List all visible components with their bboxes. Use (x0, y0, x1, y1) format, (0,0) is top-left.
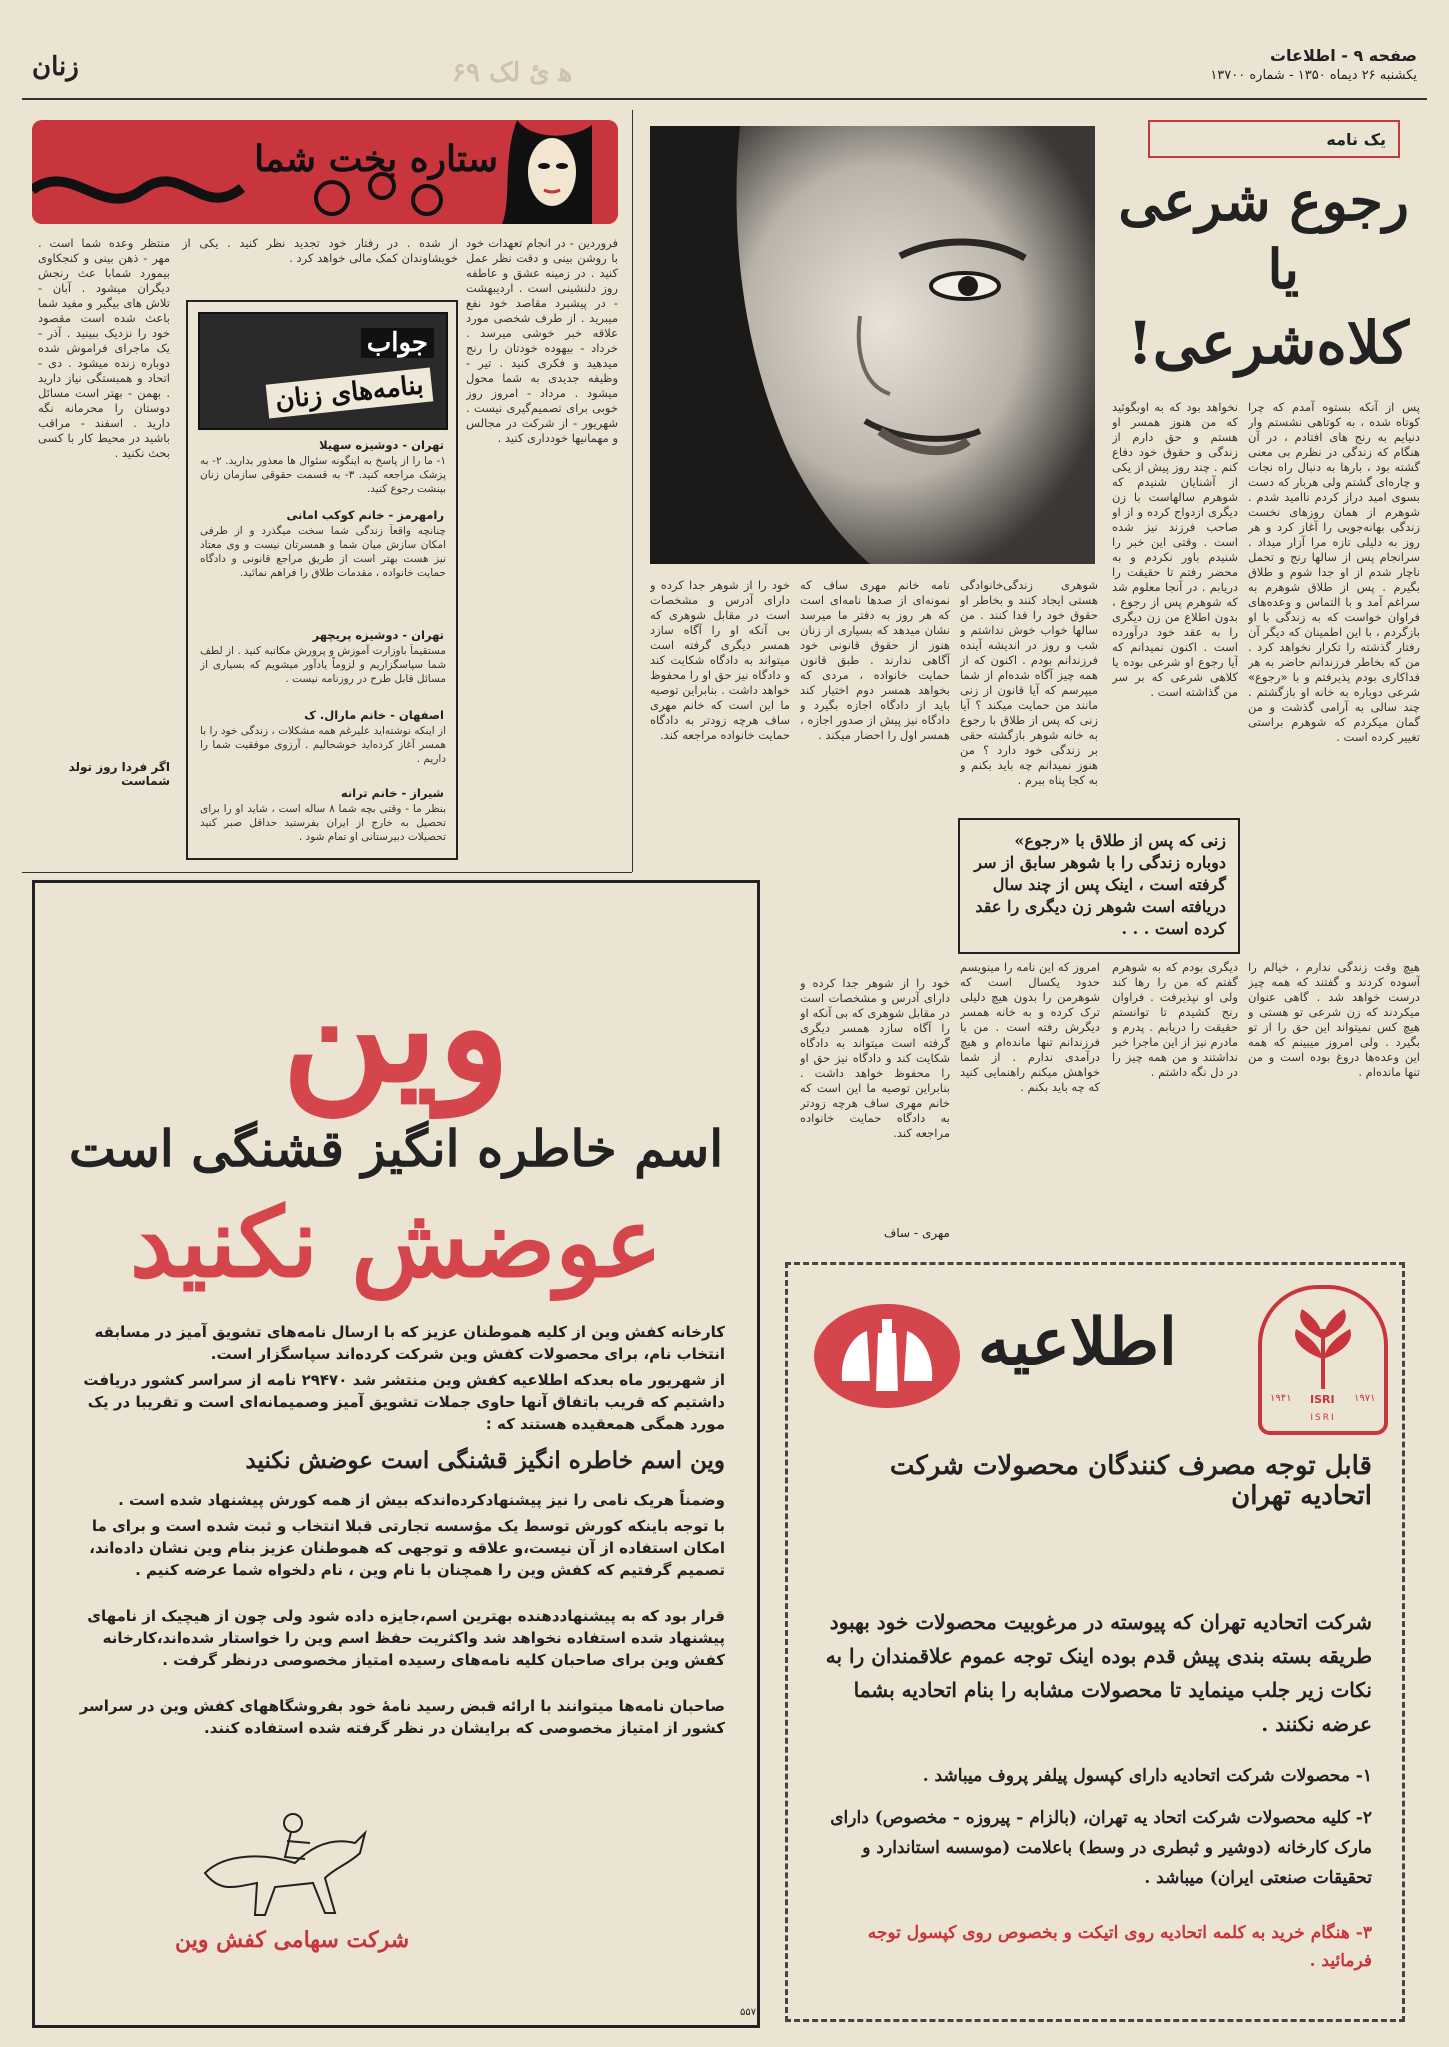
column-divider (632, 110, 633, 872)
shoe-ad-brand: وین (281, 940, 511, 1116)
isri-badge (1258, 1285, 1388, 1435)
bottle-lions-logo (812, 1301, 962, 1411)
shoe-ad-para-5: با توجه باینکه کورش توسط یک مؤسسه تجارتی قبلا انتخاب و ثبت شده است و برای ما امکان استفاده از آن نیست،و علاقه و توجهی که هموطنان عزیز بنام وین نشان داده‌اند، تصمیم گرفتیم که کفش وین را همچنان با نام وین ، نام دلخواه شما عرضه کنیم . (89, 1517, 725, 1579)
letters-reply-title-2: بنامه‌های زنان (266, 367, 433, 418)
shoe-ad-para-6: قرار بود که به پیشنهاددهنده بهترین اسم،جایزه داده شود ولی چون از هیچیک از نامهای پیشنهاد شده استفاده نخواهد شد واکثریت حفظ اسم وین را خواستار شده‌اند،کارخانه کفش وین برای صاحبان کلیه نامه‌های رسیده امتیاز مخصوصی درنظر گرفت . (87, 1607, 725, 1669)
kicker-label: یک نامه (1326, 130, 1386, 149)
reply-entry-4-name: اصفهان - خانم مارال. ک (304, 708, 444, 722)
article-column-lower-c: امروز که این نامه را مینویسم حدود یکسال است که شوهرمن را بدون هیچ دلیلی ترک کرده و به خانه همسر دیگرش رفته است . من با فرزندانم تنها مانده‌ام و هیچ درآمدی ندارم . از شما خواهش میکنم راهنمایی کنید که چه باید بکنم . (960, 960, 1100, 1094)
article-column-right-2: هیچ وقت زندگی ندارم ، خیالم را آسوده کردند و گفتند که همه چیز درست خواهد شد . گاهی عنوان میکردند که زن شرعی تو هستی و هیچ کس نمیتواند این حق را از تو بگیرد . ولی امروز میبینم که همه این وعده‌ها دروغ بوده است و من تنها مانده‌ام . (1248, 960, 1420, 1079)
article-column-right: پس از آنکه بستوه آمدم که چرا کوتاه شده ، به کوتاهی نشستم وار دنیایم به رنج های افتادم ، در آن هنگام که زندگی در نظرم بی معنی گشته بود ، بارها به دنبال راه نجات و چاره‌ای گشتم ولی هربار که دست بسوی امید دراز کردم ناامید شدم . شوهرم از همان روزهای نخست زندگی بهانه‌جویی را آغاز کرد و هر روز به دلیلی تازه مرا آزار میداد . سرانجام پس از سالها رنج و تحمل ناچار شدم از او جدا شوم و طلاق بگیرم . پس از طلاق شوهرم به سراغم آمد و با التماس و وعده‌های فراوان خواست که به زندگی با او بازگردم ، با این اطمینان که دیگر آن رفتار گذشته را تکرار نخواهد کرد . من که بخاطر فرزندانم حاضر به هر فداکاری بودم پذیرفتم و با «رجوع» شرعی دوباره به خانه او بازگشتم . چند سالی به آرامی گذشت و من گمان میکردم که شوهرم براستی تغییر کرده است . (1248, 400, 1420, 744)
horoscope-column-2: منتظر وعده شما است . مهر - ذهن بینی و کنجکاوی بیمورد شمابا عث رنجش دیگران میشود . آبان - تلاش های بیگیر و مفید شما باعث شده است مقصود خود را نزدیک ببینید . آذر - یک ماجرای فراموش شده دوباره زنده میشود . دی - اتحاد و همبستگی نیاز دارید . بهمن - بهتر است مسائل دوستان را محرمانه نگه دارید . اسفند - مراقب باشید در محیط کار با کسی بحث نکنید . (38, 236, 170, 460)
reply-entry-1-name: تهران - دوشیزه سهیلا (319, 438, 444, 452)
reply-entry-1-body: ۱- ما را از پاسخ به اینگونه سئوال ها معذور بدارید. ۲- به پزشک مراجعه کنید. ۳- به قسمت حقوقی سازمان زنان بپنشت رجوع کنید. (200, 455, 446, 495)
horoscope-column-1: فروردین - در انجام تعهدات خود با روشن بینی و دقت نظر عمل کنید . در زمینه عشق و عاطفه روز دلنشینی است . اردیبهشت - در پیشبرد مقاصد خود نفع میبرید . از طرف شخصی مورد علاقه خبر خوشی میرسد . خرداد - بیهوده خودتان را رنج میدهید و فکری کنید . تیر - وظیفه جدیدی به شما محول میشود . مرداد - امروز روز خوبی برای تصمیم‌گیری نیست . شهریور - از شرکت در مجالس و مهمانیها خودداری کنید . (466, 236, 618, 445)
letters-reply-box (186, 300, 458, 860)
horoscope-footer: اگر فردا روز تولد شماست (68, 760, 170, 788)
horoscope-banner (32, 120, 618, 224)
portrait-illustration (650, 126, 1095, 564)
shoe-ad-line-1: اسم خاطره انگیز قشنگی است (68, 1119, 724, 1178)
reply-entry-5-body: بنظر ما - وقتی بچه شما ۸ ساله است ، شاید او را برای تحصیل به خارج از ایران بفرستید حداقل صبر کنید تحصیلات دبیرستانی او تمام شود . (200, 803, 446, 843)
date-line: یکشنبه ۲۶ دیماه ۱۳۵۰ - شماره ۱۳۷۰۰ (1210, 68, 1417, 83)
horoscope-title: ستاره بخت شما (254, 138, 498, 180)
shoe-ad-para-4: وضمناً هریک نامی را نیز پیشنهادکرده‌اندکه بیش از همه کورش پیشنهاد شده است . (118, 1491, 725, 1509)
article-column-middle: نخواهد بود که به اوبگوئید که من هنوز همسر او هستم و حق دارم از زندگی و حقوق خود دفاع کنم . چند روز پیش از یکی از آشنایان شنیدم که شوهرم سالهاست با زن دیگری ازدواج کرده و از او صاحب فرزند نیز شده است . وقتی این خبر را شنیدم باور نکردم و به محضر رفتم تا حقیقت را دریابم . در آنجا معلوم شد که شوهرم پس از رجوع ، بدون اطلاع من زن دیگری را به عقد خود درآورده است . اکنون نمیدانم که آیا رجوع او شرعی بوده یا کلاهی شرعی که بر سر من گذاشته است . (1112, 400, 1238, 699)
reply-entry-2-name: رامهرمز - خانم کوکب امانی (286, 508, 444, 522)
jockey-horse-illustration (185, 1783, 385, 1923)
article-title-3: کلاه‌شرعی! (1127, 309, 1409, 377)
notice-body: شرکت اتحادیه تهران که پیوسته در مرغوبیت محصولات خود بهبود طریقه بسته بندی پیش قدم بوده اینک توجه عموم علاقمندان را به نکات زیر جلب مینماید تا محصولات مشابه را بنام اتحادیه بشما عرضه نکنند . (825, 1610, 1372, 1736)
shoe-ad (32, 880, 760, 2028)
badge-year-right: ۱۹۷۱ (1354, 1393, 1376, 1404)
portrait-photo (650, 126, 1095, 564)
shoe-ad-para-7: صاحبان نامه‌ها میتوانند با ارائه قبض رسید نامهٔ خود بفروشگاههای کفش وین در سراسر کشور از امتیاز مخصوصی که برایشان در نظر گرفته شده استفاده کنند. (79, 1697, 725, 1737)
horoscope-column-3: از شده . در رفتار خود تجدید نظر کنید . یکی از خویشاوندان کمک مالی خواهد کرد . (182, 236, 458, 265)
badge-label: ISRI (1310, 1393, 1335, 1406)
reply-entry-3-name: تهران - دوشیزه پریچهر (312, 628, 444, 642)
reply-column-1: نامه خانم مهری ساف که نمونه‌ای از صدها نامه‌ای است که هر روز به دفتر ما میرسد نشان میدهد که بسیاری از زنان هنوز از حقوق قانونی خود آگاهی ندارند . طبق قانون حمایت خانواده ، مردی که بخواهد همسر دوم اختیار کند باید از دادگاه اجازه بگیرد و دادگاه نیز پیش از صدور اجازه ، همسر اول را احضار میکند . (800, 578, 950, 742)
page-header (22, 38, 1427, 90)
notice-item-1: ۱- محصولات شرکت اتحادیه دارای کپسول پیلفر پروف میباشد . (922, 1766, 1372, 1786)
notice-item-2: ۲- کلیه محصولات شرکت اتحاد یه تهران، (بالزام - پیروزه - مخصوص) دارای مارک کارخانه (دوشیر و ثبطری در وسط) باعلامت (موسسه استاندارد و تحقیقات صنعتی ایران) میباشد . (830, 1808, 1372, 1888)
section-title: زنان (32, 52, 79, 82)
shoe-ad-para-2: از شهریور ماه بعدکه اطلاعیه کفش وین منتشر شد ۲۹۴۷۰ نامه از سراسر کشور دریافت داشتیم که قریب باتفاق آنها حاوی جملات تشویق آمیز وصمیمانه‌ای است و تقریبا در یک مورد همگی همعقیده هستند که : (83, 1371, 725, 1433)
wheat-emblem (1262, 1299, 1384, 1399)
callout-box (958, 818, 1240, 954)
badge-caption: ISRI (1310, 1413, 1336, 1423)
article-title-1: رجوع شرعی (1118, 169, 1409, 233)
shoe-ad-line-2: عوضش نکنید (129, 1186, 663, 1299)
header-rule (22, 98, 1427, 100)
letters-reply-title-1: جواب (361, 328, 434, 358)
shoe-ad-company: شرکت سهامی کفش وین (175, 1927, 410, 1953)
reply-entry-2-body: چنانچه واقعاً زندگی شما سخت میگذرد و از طرفی امکان سازش میان شما و همسرتان نیست و وی معتاد نیز هست بهتر است از طریق مراجع قانونی و دادگاه حمایت خانواده ، مقدمات طلاق را فراهم نمائید. (200, 525, 446, 579)
notice-ad (785, 1262, 1405, 2022)
letters-reply-banner (198, 312, 448, 430)
letter-signature: مهری - ساف (883, 1226, 950, 1240)
notice-title: اطلاعیه (978, 1305, 1177, 1380)
page-number-line: صفحه ۹ - اطلاعات (1269, 46, 1417, 65)
notice-item-3: ۳- هنگام خرید به کلمه اتحادیه روی اتیکت و بخصوص روی کپسول توجه فرمائید . (867, 1923, 1372, 1971)
article-column-left: شوهری زندگی‌خانوادگی هستی ایجاد کنند و بخاطر او حقوق خود را فدا کنند . من سالها خواب خوش نداشتم و شب و روز در اندیشه آینده فرزندانم بودم . اکنون که از همه چیز آگاه شده‌ام از شما میپرسم که آیا قانون از زنی مانند من حمایت میکند ؟ آیا زنی که پس از طلاق با رجوع به خانه شوهر بازگشته حقی بر زندگی خود دارد ؟ من هنوز نمیدانم چه باید بکنم و به کجا پناه ببرم . (960, 578, 1098, 787)
reply-column-2: خود را از شوهر جدا کرده و دارای آدرس و مشخصات است در مقابل شوهری که بی آنکه او را آگاه سازد همسر دیگری گرفته است میتواند به دادگاه شکایت کند و دادگاه نیز حق او را محفوظ خواهد داشت . بنابراین توصیه ما این است که خانم مهری ساف هرچه زودتر به دادگاه حمایت خانواده مراجعه کند. (650, 578, 790, 742)
callout-text: زنی که پس از طلاق با «رجوع» دوباره زندگی را با شوهر سابق از سر گرفته است ، اینک پس از چند سال دریافته است شوهر زن دیگری را عقد کرده است . . . (974, 831, 1226, 938)
article-title-2: یا (1267, 237, 1299, 301)
shoe-ad-para-3: وین اسم خاطره انگیز قشنگی است عوضش نکنید (245, 1447, 725, 1474)
reply-column-3: خود را از شوهر جدا کرده و دارای آدرس و مشخصات است در مقابل شوهری که بی آنکه او را آگاه سازد همسر دیگری گرفته است میتواند به دادگاه شکایت کند و دادگاه نیز حق او را محفوظ خواهد داشت . بنابراین توصیه ما این است که خانم مهری ساف هرچه زودتر به دادگاه حمایت خانواده مراجعه کند. (800, 976, 950, 1140)
reply-entry-4-body: از اینکه نوشته‌اید علیرغم همه مشکلات ، زندگی خود را با همسر آغاز کرده‌اید خوشحالیم . آرزوی موفقیت شما را داریم . (200, 725, 446, 765)
horoscope-divider (22, 872, 632, 873)
badge-year-left: ۱۹۴۱ (1270, 1393, 1292, 1404)
reply-entry-3-body: مستقیماً باوزارت آموزش و پرورش مکاتبه کنید . از لطف شما سپاسگزاریم و لزوماً یادآور میشویم که بسیاری از مسائل قابل طرح در روزنامه نیست . (200, 645, 446, 685)
faded-stamp: ۶۹ ه‍ ئ لک (452, 58, 573, 88)
kicker-box (1148, 120, 1400, 158)
notice-subtitle: قابل توجه مصرف کنندگان محصولات شرکت اتحادیه تهران (889, 1451, 1372, 1511)
article-column-lower-b: دیگری بودم که به شوهرم گفتم که من را رها کند ولی او نپذیرفت . فراوان رنج کشیدم تا توانستم حقیقت را دریابم . پدرم و مادرم نیز از این ماجرا خبر نداشتند و من همه چیز را در دل نگه داشتم . (1112, 960, 1238, 1079)
shoe-ad-para-1: کارخانه کفش وین از کلیه هموطنان عزیز که با ارسال نامه‌های تشویق آمیز در مسابقه انتخاب نام، برای محصولات کفش وین شرکت کرده‌اند سپاسگزار است. (94, 1323, 725, 1363)
reply-entry-5-name: شیراز - خانم ترانه (340, 786, 444, 800)
shoe-ad-code: ۵۵۷۰ (740, 2007, 762, 2018)
